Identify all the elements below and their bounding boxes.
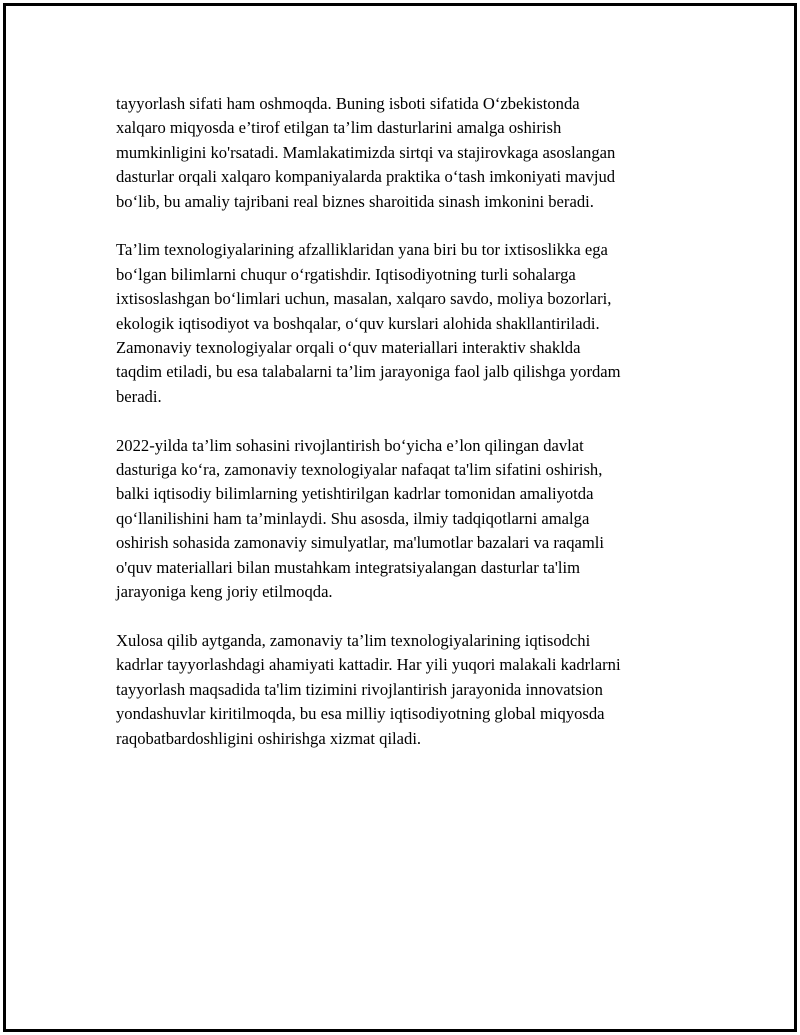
paragraph-2 — [116, 238, 686, 409]
paragraph-1 — [116, 92, 686, 214]
text-line: 2022-yilda ta’lim sohasini rivojlantirish bo‘yicha e’lon qilingan davlat — [116, 435, 584, 455]
paragraph-4 — [116, 629, 686, 751]
text-line: yondashuvlar kiritilmoqda, bu esa milliy iqtisodiyotning global miqyosda — [116, 704, 605, 724]
document-body — [116, 92, 686, 775]
text-line: bo‘lib, bu amaliy tajribani real biznes sharoitida sinash imkonini beradi. — [116, 191, 594, 211]
text-line: taqdim etiladi, bu esa talabalarni ta’lim jarayoniga faol jalb qilishga yordam — [116, 362, 621, 382]
text-line: ekologik iqtisodiyot va boshqalar, o‘quv kurslari alohida shakllantiriladi. — [116, 313, 600, 333]
text-line: dasturiga ko‘ra, zamonaviy texnologiyalar nafaqat ta'lim sifatini oshirish, — [116, 460, 603, 480]
text-line: jarayoniga keng joriy etilmoqda. — [116, 582, 333, 602]
text-line: qo‘llanilishini ham ta’minlaydi. Shu asosda, ilmiy tadqiqotlarni amalga — [116, 508, 590, 528]
text-line: oshirish sohasida zamonaviy simulyatlar, ma'lumotlar bazalari va raqamli — [116, 533, 605, 553]
text-line: tayyorlash sifati ham oshmoqda. Buning isboti sifatida O‘zbekistonda — [116, 94, 580, 113]
text-line: Ta’lim texnologiyalarining afzalliklaridan yana biri bu tor ixtisoslikka ega — [116, 240, 608, 260]
text-line: mumkinligini ko'rsatadi. Mamlakatimizda sirtqi va stajirovkaga asoslangan — [116, 142, 616, 162]
text-line: Zamonaviy texnologiyalar orqali o‘quv materiallari interaktiv shaklda — [116, 338, 581, 358]
text-line: raqobatbardoshligini oshirishga xizmat qiladi. — [116, 728, 422, 748]
paragraph-3 — [116, 434, 686, 605]
text-line: o'quv materiallari bilan mustahkam integratsiyalangan dasturlar ta'lim — [116, 557, 581, 577]
text-line: beradi. — [116, 386, 162, 406]
text-line: tayyorlash maqsadida ta'lim tizimini rivojlantirish jarayonida innovatsion — [116, 679, 603, 699]
text-line: bo‘lgan bilimlarni chuqur o‘rgatishdir. Iqtisodiyotning turli sohalarga — [116, 264, 576, 284]
text-line: xalqaro miqyosda e’tirof etilgan ta’lim dasturlarini amalga oshirish — [116, 118, 562, 138]
text-line: ixtisoslashgan bo‘limlari uchun, masalan, xalqaro savdo, moliya bozorlari, — [116, 289, 612, 309]
text-line: dasturlar orqali xalqaro kompaniyalarda praktika o‘tash imkoniyati mavjud — [116, 167, 616, 187]
text-line: Xulosa qilib aytganda, zamonaviy ta’lim texnologiyalarining iqtisodchi — [116, 630, 591, 650]
text-line: kadrlar tayyorlashdagi ahamiyati kattadir. Har yili yuqori malakali kadrlarni — [116, 655, 621, 675]
text-line: balki iqtisodiy bilimlarning yetishtirilgan kadrlar tomonidan amaliyotda — [116, 484, 594, 504]
